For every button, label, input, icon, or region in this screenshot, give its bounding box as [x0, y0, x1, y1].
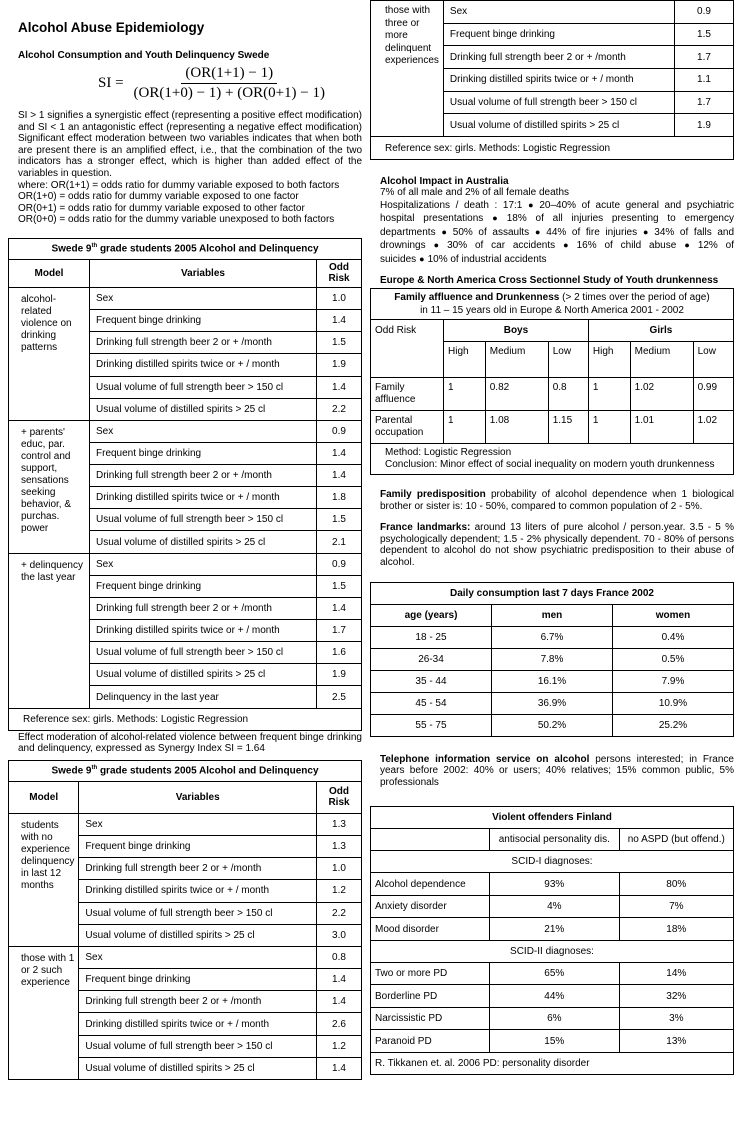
daily-header: age (years) — [371, 604, 492, 626]
daily-cell: 0.4% — [613, 626, 734, 648]
finland-cell: Narcissistic PD — [371, 1007, 490, 1030]
australia-item: 20–40% of acute general and psychiatric hospital presentations — [380, 199, 734, 225]
odd-risk-cell: 3.0 — [317, 924, 362, 946]
variable-cell: Drinking full strength beer 2 or + /month — [79, 991, 317, 1013]
model-cell: students with no experience delinquency in last 12 months — [9, 813, 79, 946]
table-row — [371, 714, 734, 736]
variable-cell: Drinking distilled spirits twice or + / month — [90, 354, 317, 376]
odd-risk-cell: 1.1 — [675, 69, 734, 92]
bullet-icon: ● — [486, 213, 504, 224]
odd-risk-cell: 1.5 — [317, 575, 362, 597]
bullet-icon: ● — [532, 226, 544, 237]
finland-cell: 21% — [490, 918, 620, 941]
australia-items — [380, 199, 734, 266]
variable-cell: Drinking distilled spirits twice or + / month — [79, 880, 317, 902]
table2-caption: Swede 9th grade students 2005 Alcohol and Delinquency — [9, 760, 362, 781]
finland-cell: Anxiety disorder — [371, 895, 490, 918]
finland-cell: Two or more PD — [371, 962, 490, 985]
odd-risk-cell: 2.1 — [317, 531, 362, 553]
synergy-formula — [98, 65, 362, 102]
europe-footer — [371, 443, 734, 474]
table-row — [9, 813, 362, 835]
formula-lhs: SI = — [98, 75, 124, 91]
odd-risk-cell: 2.5 — [317, 686, 362, 708]
table-row — [371, 1007, 734, 1030]
formula-denominator: (OR(1+0) − 1) + (OR(0+1) − 1) — [133, 85, 325, 101]
daily-cell: 26-34 — [371, 648, 492, 670]
table-row — [9, 553, 362, 575]
section-label: SCID-I diagnoses: — [371, 851, 734, 873]
finland-caption: Violent offenders Finland — [371, 807, 734, 829]
formula-numerator: (OR(1+1) − 1) — [181, 65, 277, 84]
finland-cell: 93% — [490, 873, 620, 896]
variable-cell: Frequent binge drinking — [90, 442, 317, 464]
odd-risk-cell: 1.9 — [675, 114, 734, 137]
odd-risk-cell: 1.4 — [317, 597, 362, 619]
variable-cell: Frequent binge drinking — [90, 310, 317, 332]
variable-cell: Sex — [443, 1, 674, 24]
variable-cell: Frequent binge drinking — [90, 575, 317, 597]
violent-offenders-table — [370, 806, 734, 1075]
table-row — [371, 962, 734, 985]
europe-subheader: High — [444, 341, 486, 377]
swede-table-2-continued — [370, 0, 734, 160]
odd-risk-cell: 1.4 — [317, 1057, 362, 1079]
table-row — [371, 377, 734, 410]
europe-subheader: Low — [693, 341, 733, 377]
australia-item: 44% of fire injuries — [546, 226, 638, 238]
finland-cell: 3% — [619, 1007, 733, 1030]
table1-header-odd-risk: Odd Risk — [317, 259, 362, 287]
family-affluence-table — [370, 288, 734, 475]
odd-risk-cell: 1.4 — [317, 310, 362, 332]
europe-subheader: Medium — [630, 341, 693, 377]
section-row — [371, 851, 734, 873]
variable-cell: Frequent binge drinking — [79, 835, 317, 857]
bullet-icon: ● — [438, 226, 450, 237]
europe-value-cell: 1.01 — [630, 410, 693, 443]
europe-value-cell: 1.02 — [630, 377, 693, 410]
section-label: SCID-II diagnoses: — [371, 940, 734, 962]
daily-cell: 7.9% — [613, 670, 734, 692]
table-row — [371, 918, 734, 941]
daily-cell: 35 - 44 — [371, 670, 492, 692]
table-row — [9, 946, 362, 968]
daily-cell: 36.9% — [492, 692, 613, 714]
europe-value-cell: 1.02 — [693, 410, 733, 443]
australia-heading: Alcohol Impact in Australia — [380, 176, 509, 188]
finland-cell: Alcohol dependence — [371, 873, 490, 896]
finland-cell: Mood disorder — [371, 918, 490, 941]
daily-cell: 10.9% — [613, 692, 734, 714]
europe-value-cell: 0.8 — [548, 377, 588, 410]
table-row — [371, 985, 734, 1008]
odd-risk-cell: 1.2 — [317, 1035, 362, 1057]
europe-value-cell: 1.15 — [548, 410, 588, 443]
page-title: Alcohol Abuse Epidemiology — [18, 20, 205, 35]
bullet-icon: ● — [640, 226, 652, 237]
table-row — [371, 895, 734, 918]
variable-cell: Drinking distilled spirits twice or + / month — [79, 1013, 317, 1035]
finland-cell: 6% — [490, 1007, 620, 1030]
australia-section — [380, 176, 734, 266]
right-column — [370, 0, 734, 1075]
swede-table-1 — [8, 238, 362, 731]
finland-cell: 15% — [490, 1030, 620, 1053]
model-cell: alcohol-related violence on drinking patterns — [9, 287, 90, 420]
finland-cell: 7% — [619, 895, 733, 918]
variable-cell: Drinking full strength beer 2 or + /month — [90, 332, 317, 354]
variable-cell: Drinking full strength beer 2 or + /month — [79, 858, 317, 880]
table-row — [371, 1030, 734, 1053]
europe-subheader: High — [588, 341, 630, 377]
odd-risk-cell: 1.5 — [317, 509, 362, 531]
variable-cell: Sex — [79, 946, 317, 968]
synergy-heading: Alcohol Consumption and Youth Delinquency Swede — [18, 50, 270, 61]
europe-row-label: Parental occupation — [371, 410, 444, 443]
table-row — [371, 626, 734, 648]
finland-cell: 18% — [619, 918, 733, 941]
daily-consumption-table — [370, 582, 734, 737]
europe-value-cell: 0.82 — [485, 377, 548, 410]
variable-cell: Drinking full strength beer 2 or + /month — [90, 465, 317, 487]
odd-risk-cell: 1.3 — [317, 835, 362, 857]
odd-risk-cell: 1.9 — [317, 664, 362, 686]
model-cell: those with 1 or 2 such experience — [9, 946, 79, 1079]
bullet-icon: ● — [679, 240, 695, 251]
odd-risk-cell: 1.2 — [317, 880, 362, 902]
odd-risk-cell: 0.9 — [675, 1, 734, 24]
odd-risk-cell: 0.9 — [317, 420, 362, 442]
europe-row-label: Family affluence — [371, 377, 444, 410]
odd-risk-cell: 0.9 — [317, 553, 362, 575]
europe-value-cell: 1.08 — [485, 410, 548, 443]
variable-cell: Usual volume of distilled spirits > 25 cl — [90, 398, 317, 420]
model-cell: + parents' educ, par. control and support, sensations seeking behavior, & purchas. power — [9, 420, 90, 553]
variable-cell: Sex — [90, 287, 317, 309]
europe-value-cell: 1 — [588, 410, 630, 443]
variable-cell: Sex — [79, 813, 317, 835]
variable-cell: Drinking full strength beer 2 or + /month — [443, 46, 674, 69]
odd-risk-cell: 1.4 — [317, 376, 362, 398]
odd-risk-cell: 1.8 — [317, 487, 362, 509]
odd-risk-cell: 1.0 — [317, 858, 362, 880]
australia-item: 16% of child abuse — [576, 240, 677, 252]
france-landmarks: France landmarks: around 13 liters of pure alcohol / person.year. 3.5 - 5 % psychologically dependent; 1.5 - 2% physically dependent. 70 - 80% of persons dependent to alcohol do not show psychiatric predisposition to their abuse of alcohol. — [380, 522, 734, 568]
table-row — [9, 420, 362, 442]
daily-cell: 50.2% — [492, 714, 613, 736]
telephone-service: Telephone information service on alcohol persons interested; in France years before 2002: 40% or users; 40% relatives; 15% common public, 5% professionals — [380, 753, 734, 788]
finland-cell: 65% — [490, 962, 620, 985]
finland-header — [371, 829, 490, 851]
table2-header-odd-risk: Odd Risk — [317, 781, 362, 813]
variable-cell: Usual volume of distilled spirits > 25 cl — [443, 114, 674, 137]
effect-note: Effect moderation of alcohol-related violence between frequent binge drinking and delinquency, expressed as Synergy Index SI = 1.64 — [18, 731, 362, 755]
daily-cell: 18 - 25 — [371, 626, 492, 648]
odd-risk-cell: 1.3 — [317, 813, 362, 835]
variable-cell: Sex — [90, 553, 317, 575]
odd-risk-cell: 1.5 — [317, 332, 362, 354]
odd-risk-cell: 1.4 — [317, 465, 362, 487]
daily-cell: 45 - 54 — [371, 692, 492, 714]
finland-cell: Borderline PD — [371, 985, 490, 1008]
formula-fraction — [130, 65, 329, 102]
odd-risk-cell: 1.7 — [675, 46, 734, 69]
variable-cell: Usual volume of full strength beer > 150 cl — [90, 376, 317, 398]
australia-item: 34% of falls and drownings — [380, 226, 735, 252]
finland-cell: 32% — [619, 985, 733, 1008]
finland-cell: 13% — [619, 1030, 733, 1053]
variable-cell: Sex — [90, 420, 317, 442]
definition-line: OR(0+1) = odds ratio for dummy variable exposed to other factor — [18, 202, 305, 214]
odd-risk-cell: 1.9 — [317, 354, 362, 376]
variable-cell: Frequent binge drinking — [79, 969, 317, 991]
variable-cell: Drinking distilled spirits twice or + / month — [90, 487, 317, 509]
variable-cell: Usual volume of full strength beer > 150 cl — [90, 509, 317, 531]
finland-cell: 4% — [490, 895, 620, 918]
europe-caption: Family affluence and Drunkenness (> 2 times over the period of age) in 11 – 15 years old in Europe & North America 2001 - 2002 — [371, 288, 734, 319]
daily-cell: 0.5% — [613, 648, 734, 670]
europe-girls-header: Girls — [588, 319, 733, 341]
table-row — [371, 1, 734, 24]
daily-cell: 55 - 75 — [371, 714, 492, 736]
section-row — [371, 940, 734, 962]
variable-cell: Drinking distilled spirits twice or + / month — [443, 69, 674, 92]
finland-cell: Paranoid PD — [371, 1030, 490, 1053]
variable-cell: Usual volume of full strength beer > 150 cl — [90, 642, 317, 664]
odd-risk-cell: 2.6 — [317, 1013, 362, 1035]
europe-odd-risk-label: Odd Risk — [371, 319, 444, 377]
definition-line: OR(1+0) = odds ratio for dummy variable exposed to one factor — [18, 191, 299, 203]
bullet-icon: ● — [428, 240, 445, 251]
finland-footer: R. Tikkanen et. al. 2006 PD: personality disorder — [371, 1052, 734, 1074]
variable-cell: Delinquency in the last year — [90, 686, 317, 708]
europe-value-cell: 0.99 — [693, 377, 733, 410]
odd-risk-cell: 1.4 — [317, 969, 362, 991]
table-row — [371, 692, 734, 714]
variable-cell: Usual volume of distilled spirits > 25 cl — [79, 1057, 317, 1079]
table1-header-model: Model — [9, 259, 90, 287]
variable-cell: Drinking full strength beer 2 or + /month — [90, 597, 317, 619]
europe-subheader: Medium — [485, 341, 548, 377]
variable-cell: Usual volume of distilled spirits > 25 cl — [79, 924, 317, 946]
australia-item: 12% of suicides — [380, 240, 734, 265]
finland-cell: 14% — [619, 962, 733, 985]
table2-header-variables: Variables — [79, 781, 317, 813]
variable-cell: Usual volume of full strength beer > 150 cl — [443, 91, 674, 114]
table1-footer: Reference sex: girls. Methods: Logistic Regression — [9, 708, 362, 730]
table2-footer: Reference sex: girls. Methods: Logistic Regression — [371, 137, 734, 160]
daily-header: men — [492, 604, 613, 626]
table2-header-model: Model — [9, 781, 79, 813]
table-row — [371, 648, 734, 670]
variable-cell: Frequent binge drinking — [443, 23, 674, 46]
europe-method: Method: Logistic Regression — [385, 446, 512, 458]
odd-risk-cell: 2.2 — [317, 902, 362, 924]
table-row — [9, 287, 362, 309]
odd-risk-cell: 1.4 — [317, 442, 362, 464]
australia-item: 10% of industrial accidents — [427, 253, 547, 265]
odd-risk-cell: 1.5 — [675, 23, 734, 46]
australia-line1: 7% of all male and 2% of all female deaths — [380, 187, 569, 199]
daily-cell: 7.8% — [492, 648, 613, 670]
synergy-definitions — [18, 180, 362, 226]
table-row — [371, 873, 734, 896]
odd-risk-cell: 1.6 — [317, 642, 362, 664]
variable-cell: Usual volume of distilled spirits > 25 cl — [90, 664, 317, 686]
bullet-icon: ● — [419, 253, 425, 264]
family-predisposition: Family predisposition probability of alcohol dependence when 1 biological brother or sister is: 10 - 50%, compared to common population of 2 - 5%. — [380, 488, 734, 512]
variable-cell: Drinking distilled spirits twice or + / month — [90, 620, 317, 642]
daily-cell: 25.2% — [613, 714, 734, 736]
variable-cell: Usual volume of full strength beer > 150 cl — [79, 902, 317, 924]
australia-item: Hospitalizations / death : 17:1 — [380, 199, 523, 211]
swede-table-2 — [8, 760, 362, 1080]
bullet-icon: ● — [558, 240, 574, 251]
definition-line: OR(0+0) = odds ratio for the dummy variable unexposed to both factors — [18, 214, 335, 226]
odd-risk-cell: 1.7 — [675, 91, 734, 114]
bullet-icon: ● — [525, 199, 537, 210]
table1-header-variables: Variables — [90, 259, 317, 287]
left-column — [8, 0, 362, 1080]
odd-risk-cell: 0.8 — [317, 946, 362, 968]
table1-caption: Swede 9th grade students 2005 Alcohol and Delinquency — [9, 238, 362, 259]
europe-value-cell: 1 — [444, 410, 486, 443]
europe-value-cell: 1 — [444, 377, 486, 410]
finland-cell: 44% — [490, 985, 620, 1008]
odd-risk-cell: 1.4 — [317, 991, 362, 1013]
model-cell: those with three or more delinquent experiences — [371, 1, 444, 137]
europe-value-cell: 1 — [588, 377, 630, 410]
definition-line: where: OR(1+1) = odds ratio for dummy variable exposed to both factors — [18, 179, 340, 191]
europe-heading: Europe & North America Cross Sectionnel Study of Youth drunkenness — [380, 274, 719, 286]
finland-header: antisocial personality dis. — [490, 829, 620, 851]
daily-cell: 16.1% — [492, 670, 613, 692]
daily-caption: Daily consumption last 7 days France 2002 — [371, 582, 734, 604]
odd-risk-cell: 1.0 — [317, 287, 362, 309]
model-cell: + delinquency the last year — [9, 553, 90, 708]
variable-cell: Usual volume of distilled spirits > 25 cl — [90, 531, 317, 553]
synergy-paragraph: SI > 1 signifies a synergistic effect (representing a positive effect modification) and SI < 1 an antagonistic effect (representing a negative effect modification) Significant effect moderation between two variables indicates that when both are present there is an amplified effect, i.e., that the combination of the two indicators has a stronger effect, which is higher than added effect of the variables in question. — [18, 110, 362, 179]
odd-risk-cell: 2.2 — [317, 398, 362, 420]
europe-subheader: Low — [548, 341, 588, 377]
australia-item: 18% of all injuries presenting to emergency departments — [380, 213, 734, 238]
daily-header: women — [613, 604, 734, 626]
table-row — [371, 670, 734, 692]
europe-boys-header: Boys — [444, 319, 589, 341]
variable-cell: Usual volume of full strength beer > 150 cl — [79, 1035, 317, 1057]
europe-conclusion: Conclusion: Minor effect of social inequality on modern youth drunkenness — [385, 458, 715, 470]
australia-item: 50% of assaults — [452, 226, 530, 238]
table-row — [371, 410, 734, 443]
daily-cell: 6.7% — [492, 626, 613, 648]
finland-header: no ASPD (but offend.) — [619, 829, 733, 851]
finland-cell: 80% — [619, 873, 733, 896]
australia-item: 30% of car accidents — [447, 240, 556, 252]
odd-risk-cell: 1.7 — [317, 620, 362, 642]
